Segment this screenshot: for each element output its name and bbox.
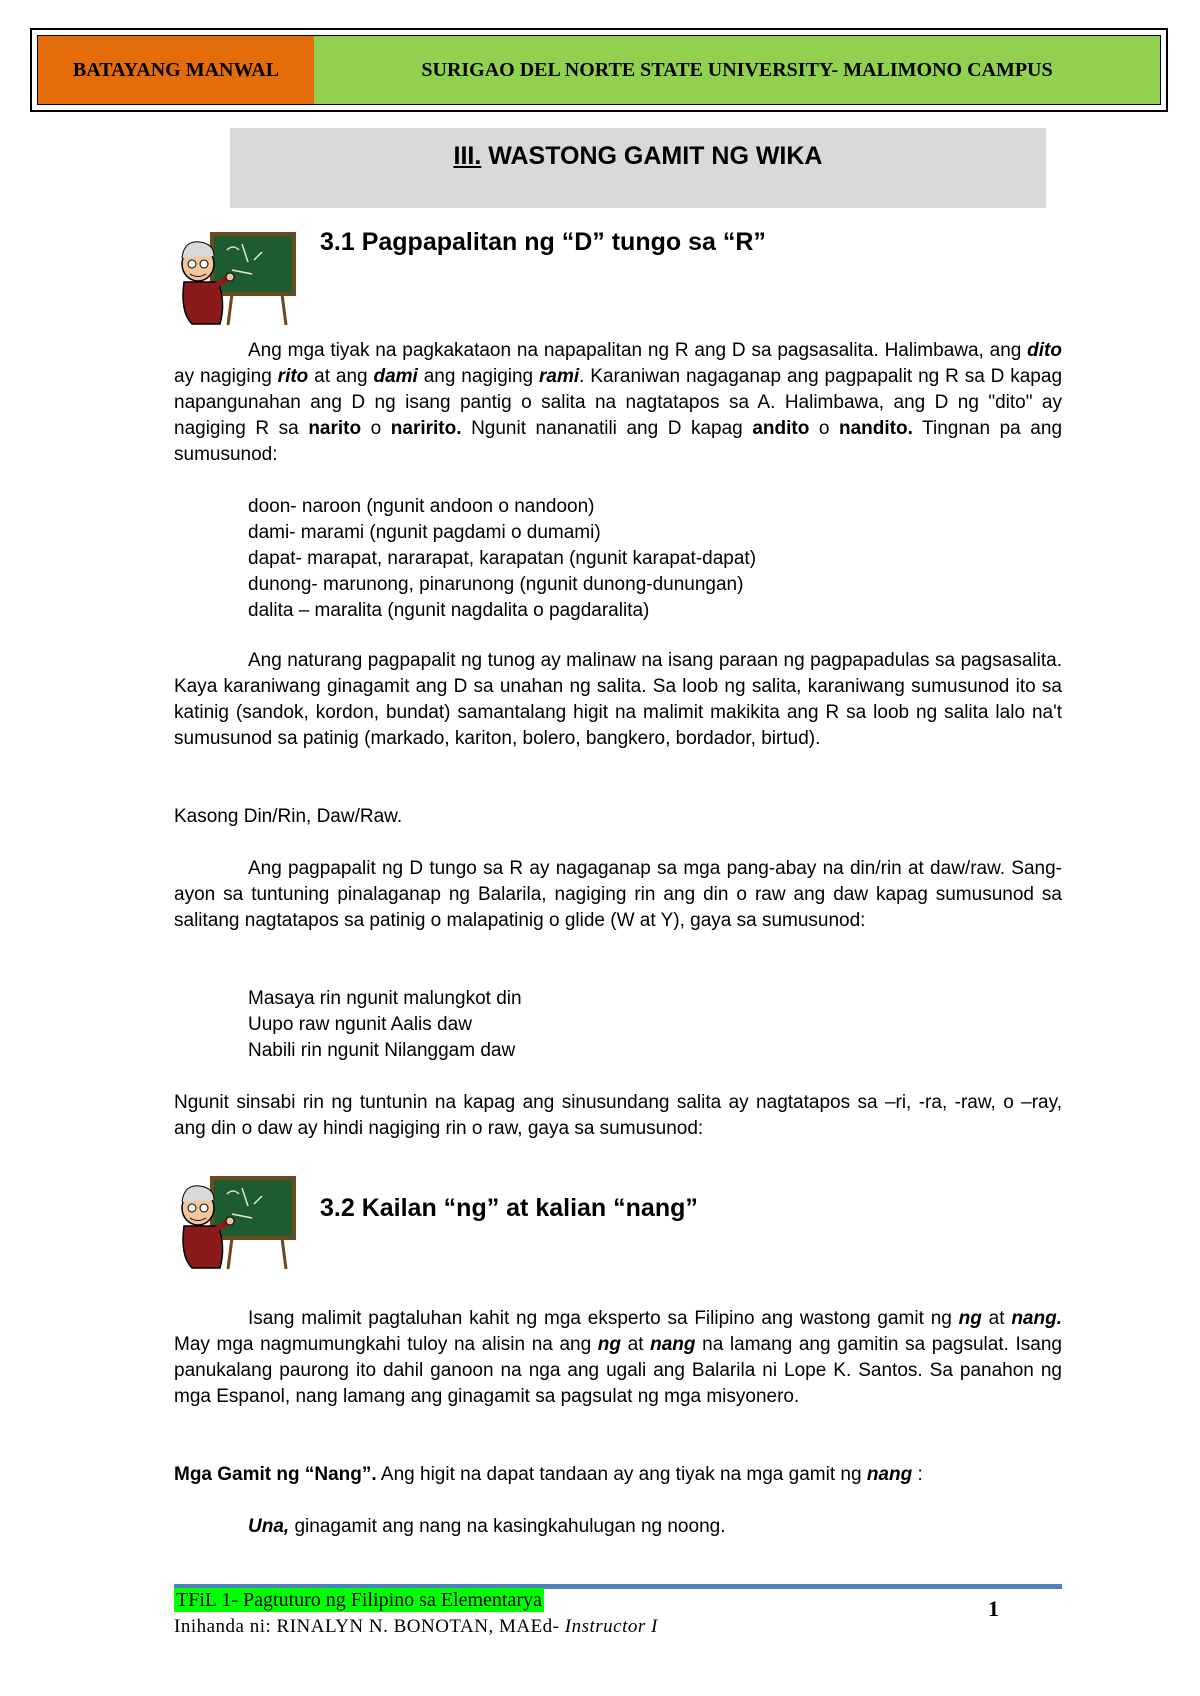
section1-text [174,338,1062,468]
section-heading-3-2: 3.2 Kailan “ng” at kalian “nang” [320,1194,698,1222]
manual-label: BATAYANG MANWAL [38,36,314,104]
list-item: Masaya rin ngunit malungkot din [248,988,522,1009]
teacher-chalkboard-icon [172,1174,297,1272]
paragraph: Ang pagpapalit ng D tungo sa R ay nagaganap sa mga pang-abay na din/rin at daw/raw. Sang-ayon sa tuntuning pinalaganap ng Balarila, nagiging rin ang din o raw ang daw kapag sumusunod sa salitang nagtatapos sa patinig o malapatinig o glide (W at Y), gaya sa sumusunod: [174,858,1062,931]
section2-text-2 [174,1462,1062,1488]
paragraph: Ang mga tiyak na pagkakataon na napapalitan ng R ang D sa pagsasalita. Halimbawa, ang dito ay nagiging rito at ang dami ang nagiging rami. Karaniwan nagaganap ang pagpapalit ng R sa D kapag napangunahan ang D ng isang pantig o salita na nagtatapos sa A. Halimbawa, ang D ng "dito" ay nagiging R sa narito o naririto. Ngunit nananatili ang D kapag andito o nandito. Tingnan pa ang sumusunod: [174,340,1063,465]
chapter-number: III. [453,142,482,170]
chapter-title [230,142,1046,171]
paragraph: Mga Gamit ng “Nang”. Ang higit na dapat tandaan ay ang tiyak na mga gamit ng nang : [174,1464,923,1485]
subheading-din-rin: Kasong Din/Rin, Daw/Raw. [174,806,403,827]
chapter-name: WASTONG GAMIT NG WIKA [481,142,823,170]
paragraph: Ang naturang pagpapalit ng tunog ay malinaw na isang paraan ng pagpapadulas sa pagsasalita. Kaya karaniwang ginagamit ang D sa unahan ng salita. Sa loob ng salita, karaniwang sumusunod ito sa katinig (sandok, kordon, bundat) samantalang higit na malimit makikita ang R sa loob ng salita lalo na't sumusunod sa patinig (markado, kariton, bolero, bangkero, bordador, birtud). [174,650,1062,749]
chapter-box [230,128,1046,208]
examples-list-2 [248,986,522,1064]
course-label: TFiL 1- Pagtuturo ng Filipino sa Elementarya [176,1589,542,1611]
university-label: SURIGAO DEL NORTE STATE UNIVERSITY- MALIMONO CAMPUS [314,36,1160,104]
section2-text [174,1306,1062,1410]
teacher-chalkboard-icon [172,230,297,328]
paragraph: Isang malimit pagtaluhan kahit ng mga eksperto sa Filipino ang wastong gamit ng ng at nang. May mga nagmumungkahi tuloy na alisin na ang ng at nang na lamang ang gamitin sa pagsulat. Isang panukalang paurong ito dahil ganoon na nga ang ugali ang Balarila ni Lope K. Santos. Sa panahon ng mga Espanol, nang lamang ang ginagamit sa pagsulat ng mga misyonero. [174,1308,1062,1407]
paragraph: Una, ginagamit ang nang na kasingkahulugan ng noong. [248,1516,726,1537]
section1-text-4 [174,1090,1062,1142]
section-heading-3-1: 3.1 Pagpapalitan ng “D” tungo sa “R” [320,228,766,256]
section2-text-3 [174,1514,1062,1540]
list-item: Nabili rin ngunit Nilanggam daw [248,1040,516,1061]
examples-list [248,494,756,624]
list-item: dunong- marunong, pinarunong (ngunit dunong-dunungan) [248,574,744,595]
paragraph: Ngunit sinsabi rin ng tuntunin na kapag ang sinusundang salita ay nagtatapos sa –ri, -ra, -raw, o –ray, ang din o daw ay hindi nagiging rin o raw, gaya sa sumusunod: [174,1092,1062,1139]
list-item: dapat- marapat, nararapat, karapatan (ngunit karapat-dapat) [248,548,757,569]
list-item: doon- naroon (ngunit andoon o nandoon) [248,496,595,517]
section1-text-2 [174,648,1062,752]
list-item: dalita – maralita (ngunit nagdalita o pagdaralita) [248,600,650,621]
list-item: dami- marami (ngunit pagdami o dumami) [248,522,601,543]
header-banner [30,28,1168,112]
section1-text-3 [174,856,1062,934]
list-item: Uupo raw ngunit Aalis daw [248,1014,472,1035]
prepared-by: Inihanda ni: RINALYN N. BONOTAN, MAEd- Instructor I [174,1616,658,1637]
page-number: 1 [988,1596,999,1621]
